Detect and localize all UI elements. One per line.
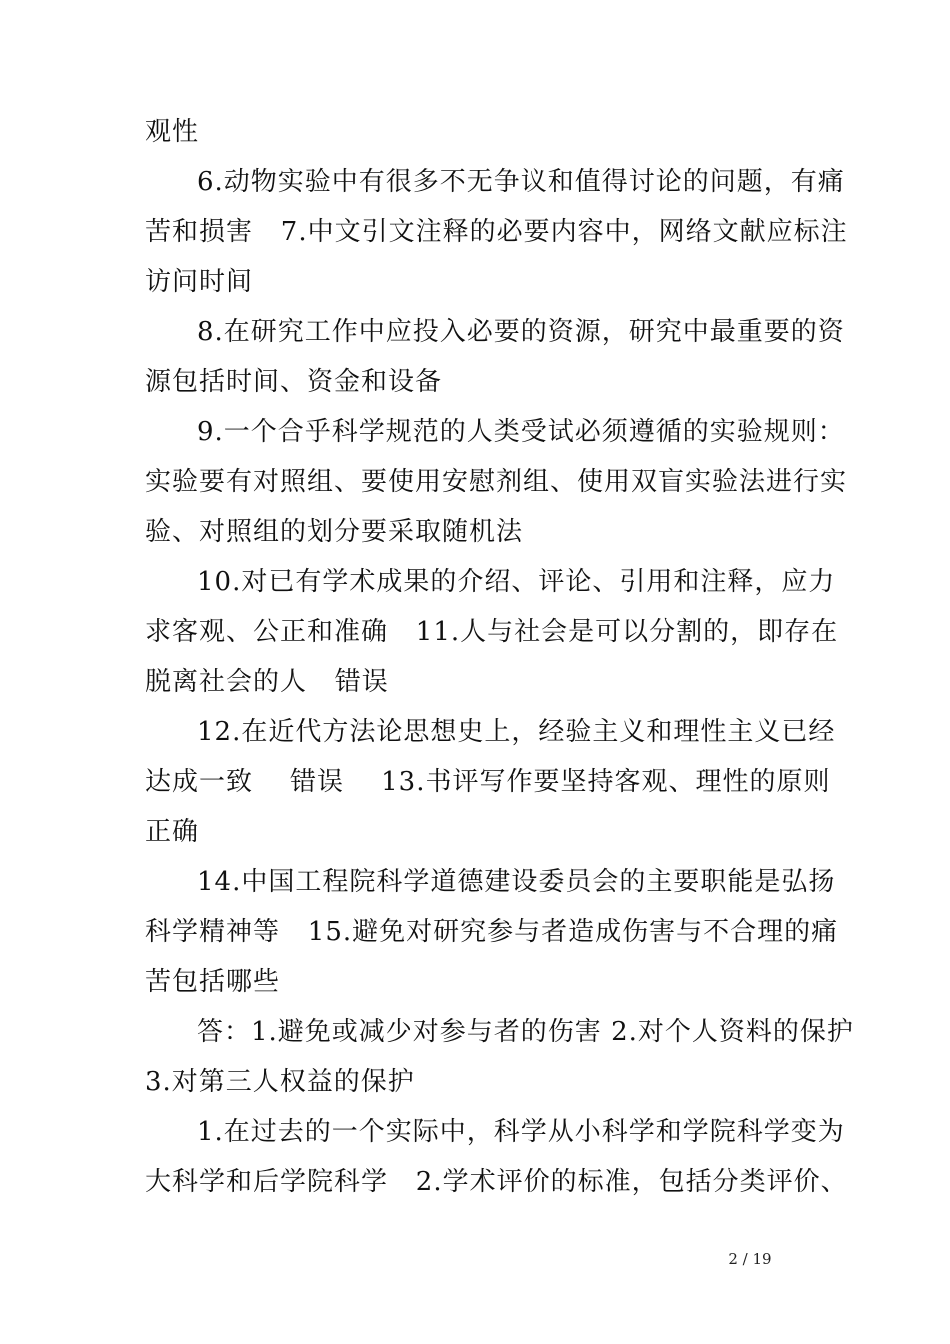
text-line: 苦和损害 7.中文引文注释的必要内容中，网络文献应标注 [145,217,848,247]
text-line: 6.动物实验中有很多不无争议和值得讨论的问题，有痛 [197,167,845,197]
text-line: 3.对第三人权益的保护 [145,1067,415,1097]
page-number: 2 / 19 [728,1250,772,1268]
text-line: 8.在研究工作中应投入必要的资源，研究中最重要的资 [197,317,845,347]
text-line: 14.中国工程院科学道德建设委员会的主要职能是弘扬 [197,867,836,897]
text-line: 实验要有对照组、要使用安慰剂组、使用双盲实验法进行实 [145,467,848,497]
text-line: 访问时间 [145,267,254,297]
text-line: 验、对照组的划分要采取随机法 [145,517,524,547]
text-line: 正确 [145,817,200,847]
text-line: 苦包括哪些 [145,967,281,997]
text-line: 源包括时间、资金和设备 [145,367,443,397]
text-line: 1.在过去的一个实际中，科学从小科学和学院科学变为 [197,1117,845,1147]
text-line: 脱离社会的人 错误 [145,667,389,697]
text-line: 10.对已有学术成果的介绍、评论、引用和注释，应力 [197,567,836,597]
document-body [145,107,854,1207]
text-line: 观性 [145,117,200,147]
text-line: 9.一个合乎科学规范的人类受试必须遵循的实验规则： [197,417,845,447]
text-line: 答：1.避免或减少对参与者的伤害 2.对个人资料的保护 [197,1017,854,1047]
text-line: 大科学和后学院科学 2.学术评价的标准，包括分类评价、 [145,1167,848,1197]
text-line: 科学精神等 15.避免对研究参与者造成伤害与不合理的痛 [145,917,839,947]
text-line: 达成一致 错误 13.书评写作要坚持客观、理性的原则 [145,767,831,797]
text-line: 求客观、公正和准确 11.人与社会是可以分割的，即存在 [145,617,839,647]
text-line: 12.在近代方法论思想史上，经验主义和理性主义已经 [197,717,836,747]
